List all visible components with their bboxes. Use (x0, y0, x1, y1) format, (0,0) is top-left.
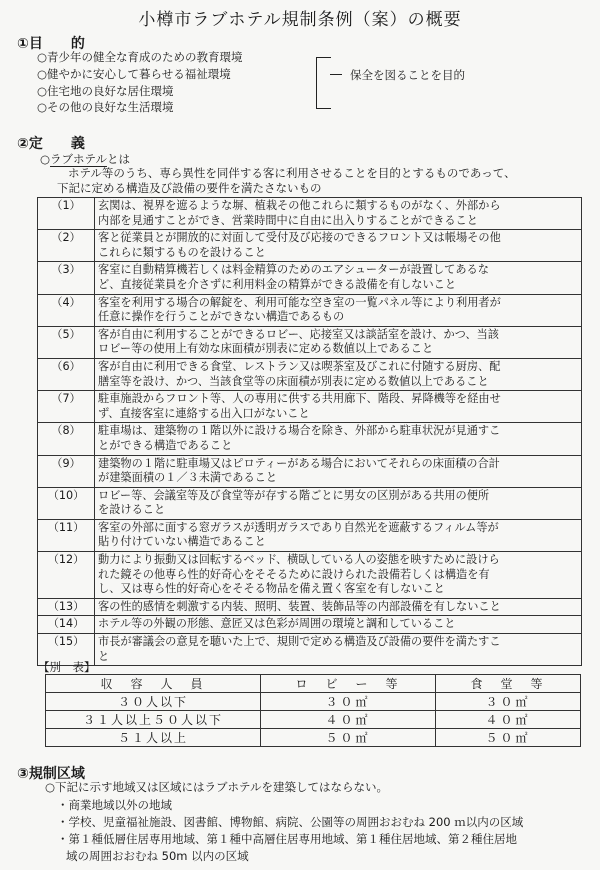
love-hotel-term: ラブホテル (50, 152, 107, 166)
lobby-cell: ５０㎡ (261, 729, 436, 747)
condition-text: 市長が審議会の意見を聴いた上で、規則で定める構造及び設備の要件を満たすこ と (95, 634, 582, 666)
dining-cell: ３０㎡ (436, 693, 581, 711)
condition-text: ロビー等、会議室等及び食堂等が存する階ごとに男女の区別がある共用の便所 を設けること (95, 487, 582, 519)
lobby-cell: ４０㎡ (261, 711, 436, 729)
purpose-item: ○住宅地の良好な居住環境 (37, 84, 174, 98)
condition-number: （8） (38, 423, 95, 455)
condition-number: （4） (38, 294, 95, 326)
condition-row (38, 552, 582, 599)
page-title: 小樽市ラブホテル規制条例（案）の概要 (138, 10, 462, 30)
condition-number: （7） (38, 391, 95, 423)
condition-row (38, 230, 582, 262)
zone-item: ・第１種低層住居専用地域、第１種中高層住居専用地域、第１種住居地域、第２種住居地 (57, 832, 517, 846)
header-dining: 食 堂 等 (436, 675, 581, 693)
appendix-row (46, 693, 581, 711)
condition-text: 客の性的感情を刺激する内装、照明、装置、装飾品等の内部設備を有しないこと (95, 598, 582, 616)
capacity-cell: ５１人以上 (46, 729, 261, 747)
header-capacity: 収 容 人 員 (46, 675, 261, 693)
condition-text: 駐車施設からフロント等、人の専用に供する共用廊下、階段、昇降機等を経由せ ず、直接客室に連絡する出入口がないこと (95, 391, 582, 423)
purpose-brace (316, 57, 331, 109)
purpose-item: ○健やかに安心して暮らせる福祉環境 (37, 67, 231, 81)
condition-text: 客と従業員とが開放的に対面して受付及び応接のできるフロント又は帳場その他 これらに類するものを設けること (95, 230, 582, 262)
condition-number: （15） (38, 634, 95, 666)
dining-cell: ５０㎡ (436, 729, 581, 747)
lobby-cell: ３０㎡ (261, 693, 436, 711)
condition-row (38, 598, 582, 616)
zone-lead: ○下記に示す地域又は区域にはラブホテルを建築してはならない。 (45, 780, 388, 794)
condition-text: 客室を利用する場合の解錠を、利用可能な空き室の一覧パネル等により利用者が 任意に操作を行うことができない構造であるもの (95, 294, 582, 326)
condition-text: ホテル等の外観の形態、意匠又は色彩が周囲の環境と調和していること (95, 616, 582, 634)
condition-number: （5） (38, 326, 95, 358)
condition-row (38, 198, 582, 230)
condition-number: （6） (38, 358, 95, 390)
header-lobby: ロ ビ ー 等 (261, 675, 436, 693)
appendix-row (46, 711, 581, 729)
condition-text: 客が自由に利用することができるロビー、応接室又は談話室を設け、かつ、当該 ロビー等の使用上有効な床面積が別表に定める数値以上であること (95, 326, 582, 358)
purpose-goal: 保全を図ることを目的 (350, 68, 465, 82)
condition-text: 駐車場は、建築物の１階以外に設ける場合を除き、外部から駐車状況が見通すこ とができる構造であること (95, 423, 582, 455)
definition-intro: 下記に定める構造及び設備の要件を満たさないもの (57, 181, 322, 195)
subhead-suffix: とは (106, 152, 130, 166)
condition-number: （10） (38, 487, 95, 519)
appendix-table (45, 674, 581, 747)
condition-row (38, 616, 582, 634)
appendix-header-row (46, 675, 581, 693)
purpose-brace-tick (330, 74, 342, 75)
capacity-cell: ３１人以上５０人以下 (46, 711, 261, 729)
condition-row (38, 487, 582, 519)
condition-row (38, 294, 582, 326)
dining-cell: ４０㎡ (436, 711, 581, 729)
condition-text: 建築物の１階に駐車場又はピロティーがある場合においてそれらの床面積の合計 が建築面積の１／３未満であること (95, 455, 582, 487)
appendix-row (46, 729, 581, 747)
condition-row (38, 455, 582, 487)
condition-number: （9） (38, 455, 95, 487)
condition-text: 動力により振動又は回転するベッド、横臥している人の姿態を映すために設けら れた鏡その他専ら性的好奇心をそそるために設けられた設備若しくは構造を有 し、又は専ら性的好奇心をそそる物品を備え置く客室を有しないこと (95, 552, 582, 599)
condition-row (38, 423, 582, 455)
conditions-table (37, 197, 582, 666)
condition-text: 玄関は、視界を遮るような塀、植栽その他これらに類するものがなく、外部から 内部を見通すことができ、営業時間中に自由に出入りすることができること (95, 198, 582, 230)
bullet-mark: ○ (40, 152, 51, 166)
condition-text: 客室の外部に面する窓ガラスが透明ガラスであり自然光を遮蔽するフィルム等が 貼り付けていない構造であること (95, 519, 582, 551)
definition-intro: ホテル等のうち、専ら異性を同伴する客に利用させることを目的とするものであって、 (68, 166, 516, 180)
condition-number: （13） (38, 598, 95, 616)
appendix-label: 【別 表】 (38, 660, 96, 674)
condition-number: （11） (38, 519, 95, 551)
condition-row (38, 519, 582, 551)
condition-number: （1） (38, 198, 95, 230)
condition-number: （14） (38, 616, 95, 634)
condition-row (38, 634, 582, 666)
purpose-item: ○その他の良好な生活環境 (37, 100, 174, 114)
purpose-item: ○青少年の健全な育成のための教育環境 (37, 50, 243, 64)
condition-row (38, 391, 582, 423)
purpose-heading: ①目 的 (17, 36, 85, 52)
condition-row (38, 358, 582, 390)
condition-text: 客が自由に利用できる食堂、レストラン又は喫茶室及びこれに付随する厨房、配 膳室等を設け、かつ、当該食堂等の床面積が別表に定める数値以上であること (95, 358, 582, 390)
condition-number: （3） (38, 262, 95, 294)
zone-item: ・学校、児童福祉施設、図書館、博物館、病院、公園等の周囲おおむね 200 ｍ以内の区域 (57, 815, 524, 829)
condition-text: 客室に自動精算機若しくは料金精算のためのエアシューターが設置してあるな ど、直接従業員を介さずに利用料金の精算ができる設備を有しないこと (95, 262, 582, 294)
condition-number: （2） (38, 230, 95, 262)
definition-heading: ②定 義 (17, 136, 85, 152)
condition-row (38, 326, 582, 358)
zone-item: ・商業地域以外の地域 (57, 798, 172, 812)
zone-item: 域の周囲おおむね 50m 以内の区域 (66, 849, 249, 863)
capacity-cell: ３０人以下 (46, 693, 261, 711)
zone-heading: ③規制区域 (17, 766, 85, 782)
condition-row (38, 262, 582, 294)
condition-number: （12） (38, 552, 95, 599)
